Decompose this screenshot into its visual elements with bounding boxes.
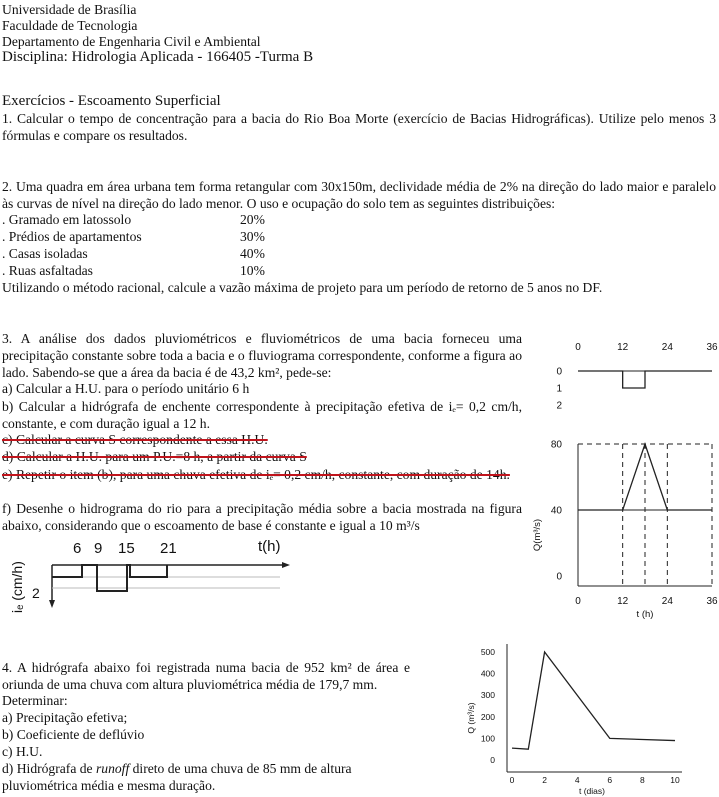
fluvio-y-tick: 40 [550,505,562,517]
use-item-pct: 40% [240,246,265,261]
department-name: Departamento de Engenharia Civil e Ambiental [2,34,261,49]
hydro-y-tick: 200 [480,711,495,722]
hyeto-tick: 6 [73,540,82,557]
use-item-label: . Casas isoladas [2,246,88,261]
fluviograma-chart [520,440,719,625]
hydro-y-tick: 500 [480,647,495,657]
hydro-y-ticks [481,647,495,765]
hydro-ylabel: Q (m³/s) [466,702,476,734]
question-3-item-e: e) Repetir o item (b), para uma chuva efetiva de iₑ= 0,2 cm/h, constante, com duração de 14h. [2,467,510,482]
fluvio-ylabel: Q(m³/s) [532,518,543,552]
precip-y-tick: 1 [556,383,562,395]
university-name: Universidade de Brasília [2,2,137,17]
precip-x-ticks [575,342,718,353]
hyeto-intensity-arrow-icon [49,600,55,608]
hyeto-t-label: t(h) [258,538,281,555]
fluvio-x-tick: 24 [661,596,673,607]
item-d-runoff: runoff [95,761,130,776]
fluvio-x-ticks [575,596,718,607]
precip-y-tick: 2 [556,400,562,412]
hyeto-tick: 9 [94,540,103,557]
hyeto-y2-label: 2 [32,585,40,601]
hydro-x-tick: 6 [607,775,613,785]
question-4-item: a) Precipitação efetiva; [2,710,128,725]
fluvio-y-tick: 0 [556,571,562,583]
hydro-y-tick: 300 [480,690,495,701]
question-3-item-b: b) Calcular a hidrógrafa de enchente correspondente à precipitação efetiva de iₑ= 0,2 cm/h, constante, e com duração igual a 12 h. [2,399,522,431]
precip-y-tick: 0 [556,366,562,378]
fluvio-x-tick: 36 [706,596,718,607]
question-2-closing: Utilizando o método racional, calcule a vazão máxima de projeto para um período de retorno de 5 anos no DF. [2,280,603,295]
precipitation-chart [520,335,719,445]
question-4-determine: Determinar: [2,693,68,708]
question-4-item: c) H.U. [2,744,43,759]
faculty-name: Faculdade de Tecnologia [2,18,138,33]
hydro-x-tick: 0 [509,775,515,785]
item-d-post: direto de uma chuva de 85 mm de altura [129,761,352,776]
question-3-item-c: c) Calcular a curva S correspondente a essa H.U. [2,432,268,447]
precip-x-tick: 0 [575,342,581,353]
hydro-y-tick: 400 [480,668,495,679]
precip-x-tick: 36 [706,342,718,353]
hyeto-tick: 21 [160,540,177,557]
hydro-x-tick: 10 [670,775,680,785]
use-item-label: . Gramado em latossolo [2,212,132,227]
question-4-intro: 4. A hidrógrafa abaixo foi registrada numa bacia de 952 km² de área e oriunda de uma chuva com altura pluviométrica média de 179,7 mm. [2,660,410,692]
fluvio-guides [578,444,712,586]
use-item-pct: 10% [240,263,265,278]
hydro-x-ticks [510,775,680,785]
fluvio-y-ticks [551,440,563,583]
question-3-intro: 3. A análise dos dados pluviométricos e fluviométricos de uma bacia forneceu uma precipitação constante sobre toda a bacia e o fluviograma correspondente, conforme a figura ao lado. Sabendo-se que a área da bacia é de 43,2 km², pede-se: [2,331,522,380]
question-3-item-d: d) Calcular a H.U. para um P.U.=8 h, a partir da curva S [2,449,307,464]
hydro-x-tick: 2 [542,775,547,785]
question-2-intro: 2. Uma quadra em área urbana tem forma retangular com 30x150m, declividade média de 2% na direção do lado maior e paralelo às curvas de nível na direção do lado menor. O uso e ocupação do solo tem as seguintes distribuições: [2,179,716,211]
use-item-label: . Prédios de apartamentos [2,229,142,244]
hyetograph-figure [0,535,320,620]
use-item-pct: 20% [240,212,265,227]
section-title: Exercícios - Escoamento Superficial [2,93,221,109]
use-item-pct: 30% [240,229,265,244]
hydro-xlabel: t (dias) [579,786,605,796]
question-4-item: b) Coeficiente de deflúvio [2,727,145,742]
hyeto-time-arrow-icon [282,562,290,568]
discipline-line: Disciplina: Hidrologia Aplicada - 166405 -Turma B [2,49,314,65]
hyeto-tick: 15 [118,540,135,557]
question-3-item-f: f) Desenhe o hidrograma do rio para a precipitação média sobre a bacia mostrada na figura abaixo, considerando que o escoamento de base é constante e igual a 10 m³/s [2,501,522,533]
precip-y-ticks [556,367,562,412]
hydro-series [512,652,675,749]
hydro-x-tick: 4 [574,775,580,785]
hyeto-rainfall-steps [52,565,167,591]
use-item-label: . Ruas asfaltadas [2,263,93,278]
precip-x-tick: 24 [661,342,673,353]
hydro-y-tick: 100 [480,733,495,744]
hydro-x-tick: 8 [640,775,645,785]
fluvio-y-tick: 80 [550,439,562,451]
question-4-item-d-cont: pluviométrica média e mesma duração. [2,778,216,793]
question-4-item-d [2,761,352,777]
question-3-item-a: a) Calcular a H.U. para o período unitário 6 h [2,381,250,396]
precip-series [578,371,712,388]
question-1: 1. Calcular o tempo de concentração para a bacia do Rio Boa Morte (exercício de Bacias Hidrográficas). Utilize pelo menos 3 fórmulas e compare os resultados. [2,111,716,143]
precip-x-tick: 12 [617,342,629,353]
hydrograph-chart [460,640,700,797]
hyeto-ylabel: iₑ (cm/h) [9,561,25,613]
fluvio-x-tick: 0 [575,596,581,607]
fluvio-xlabel: t (h) [636,609,654,620]
fluvio-x-tick: 12 [617,596,629,607]
hydro-y-tick: 0 [490,755,495,765]
item-d-pre: d) Hidrógrafa de [2,761,96,776]
